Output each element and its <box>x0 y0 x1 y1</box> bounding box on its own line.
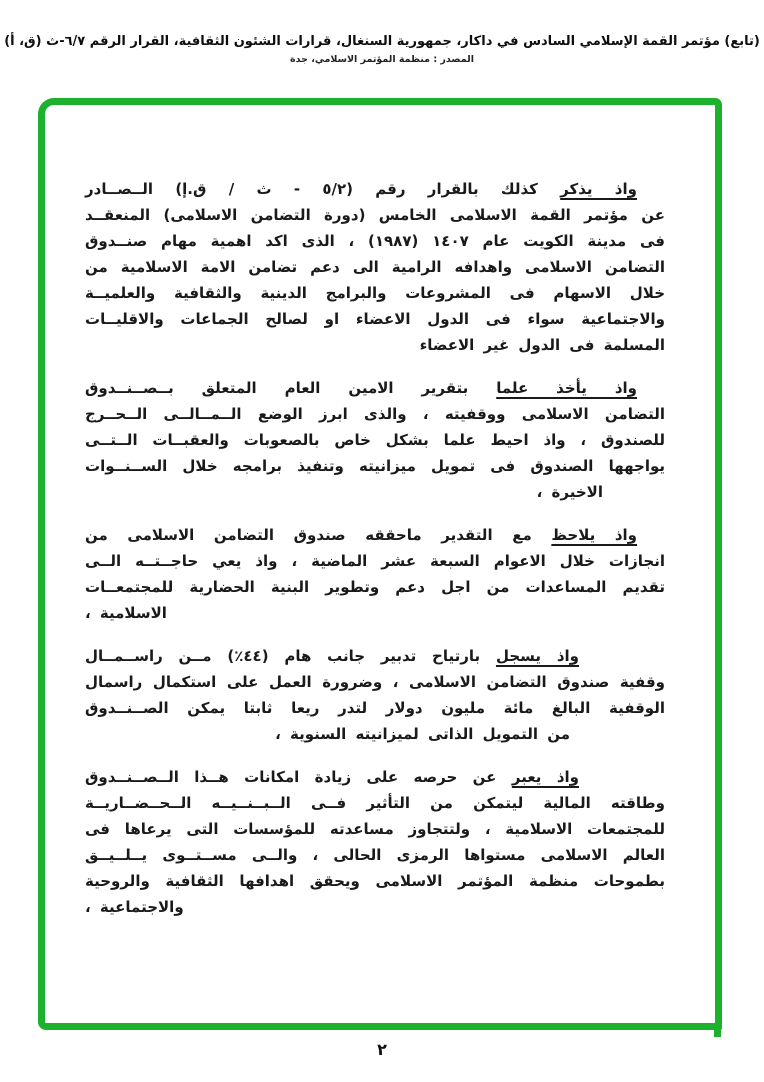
text-line: فى مدينة الكويت عام ١٤٠٧ (١٩٨٧) ، الذى اكد اهمية مهام صنــدوق <box>85 232 665 250</box>
text-line: المسلمة فى الدول غير الاعضاء <box>419 336 665 354</box>
text-line: بطموحات منظمة المؤتمر الاسلامى ويحقق اهدافها الثقافية والروحية <box>85 872 665 890</box>
line-text: بارتياح تدبير جانب هام (٤٤٪) مــن راســمــال <box>85 647 496 665</box>
line-text: عن حرصه على زيادة امكانات هــذا الــصــنــدوق <box>85 768 512 786</box>
underlined-lead: واذ يلاحظ <box>551 526 638 544</box>
text-line: والاجتماعية سواء فى الدول الاعضاء او لصالح الجماعات والاقليــات <box>85 310 665 328</box>
line-text: كذلك بالقرار رقم (٥/٢ - ث / ق.إ) الــصــادر <box>85 180 561 198</box>
text-line: من التمويل الذاتى لميزانيته السنوية ، <box>275 725 570 743</box>
text-line: عن مؤتمر القمة الاسلامى الخامس (دورة التضامن الاسلامى) المنعقــد <box>85 206 665 224</box>
underlined-lead: واذ يذكر <box>560 180 637 198</box>
header-source-line: المصدر : منظمة المؤتمر الاسلامي، جدة <box>290 54 474 65</box>
paragraph <box>85 176 665 358</box>
text-line <box>85 764 665 790</box>
green-frame-corner-stub <box>714 1026 721 1037</box>
page-number: ٢ <box>377 1040 387 1059</box>
document-body <box>85 176 665 937</box>
text-line: التضامن الاسلامى واهدافه الرامية الى دعم تضامن الامة الاسلامية من <box>85 258 665 276</box>
text-line: والاجتماعية ، <box>85 898 184 916</box>
underlined-lead: واذ يأخذ علما <box>496 379 637 397</box>
text-line: التضامن الاسلامى ووقفيته ، والذى ابرز الوضع الــمــالــى الــحــرج <box>85 405 665 423</box>
text-line: العالم الاسلامى مستواها الرمزى الحالى ، والــى مســتــوى يــلــيــق <box>85 846 665 864</box>
text-line <box>85 375 665 401</box>
text-line <box>85 522 665 548</box>
text-line: خلال الاسهام فى المشروعات والبرامج الدينية والثقافية والعلميــة <box>85 284 665 302</box>
text-line: وقفية صندوق التضامن الاسلامى ، وضرورة العمل على استكمال راسمال <box>85 673 665 691</box>
text-line: الاخيرة ، <box>536 483 603 501</box>
paragraph <box>85 764 665 920</box>
paragraph <box>85 522 665 626</box>
text-line: انجازات خلال الاعوام السبعة عشر الماضية ، واذ يعي حاجــتــه الــى <box>85 552 665 570</box>
header-title-line: (تابع) مؤتمر القمة الإسلامي السادس في داكار، جمهورية السنغال، قرارات الشئون الثقافية، القرار الرقم ٦/٧-ث (ق، أ) <box>4 34 760 49</box>
text-line: الوقفية البالغ مائة مليون دولار لتدر ريعا ثابتا يمكن الصــنــدوق <box>85 699 665 717</box>
underlined-lead: واذ يعبر <box>511 768 579 786</box>
underlined-lead: واذ يسجل <box>495 647 579 665</box>
text-line: يواجهها الصندوق فى تمويل ميزانيته وتنفيذ برامجه خلال الســنــوات <box>85 457 665 475</box>
paragraph <box>85 643 665 747</box>
text-line: تقديم المساعدات من اجل دعم وتطوير البنية الحضارية للمجتمعــات <box>85 578 665 596</box>
text-line: للصندوق ، واذ احيط علما بشكل خاص بالصعوبات والعقبــات الــتــى <box>85 431 665 449</box>
text-line <box>85 643 665 669</box>
text-line: للمجتمعات الاسلامية ، ولتتجاوز مساعدته للمؤسسات التى يرعاها فى <box>85 820 665 838</box>
paragraph <box>85 375 665 505</box>
text-line: الاسلامية ، <box>85 604 167 622</box>
text-line <box>85 176 665 202</box>
line-text: مع التقدير ماحققه صندوق التضامن الاسلامى من <box>85 526 552 544</box>
document-header <box>0 34 764 65</box>
text-line: وطاقته المالية ليتمكن من التأثير فــى الــبــنــيــه الــحــضــاريــة <box>85 794 665 812</box>
line-text: بتقرير الامين العام المتعلق بــصــنــدوق <box>85 379 497 397</box>
